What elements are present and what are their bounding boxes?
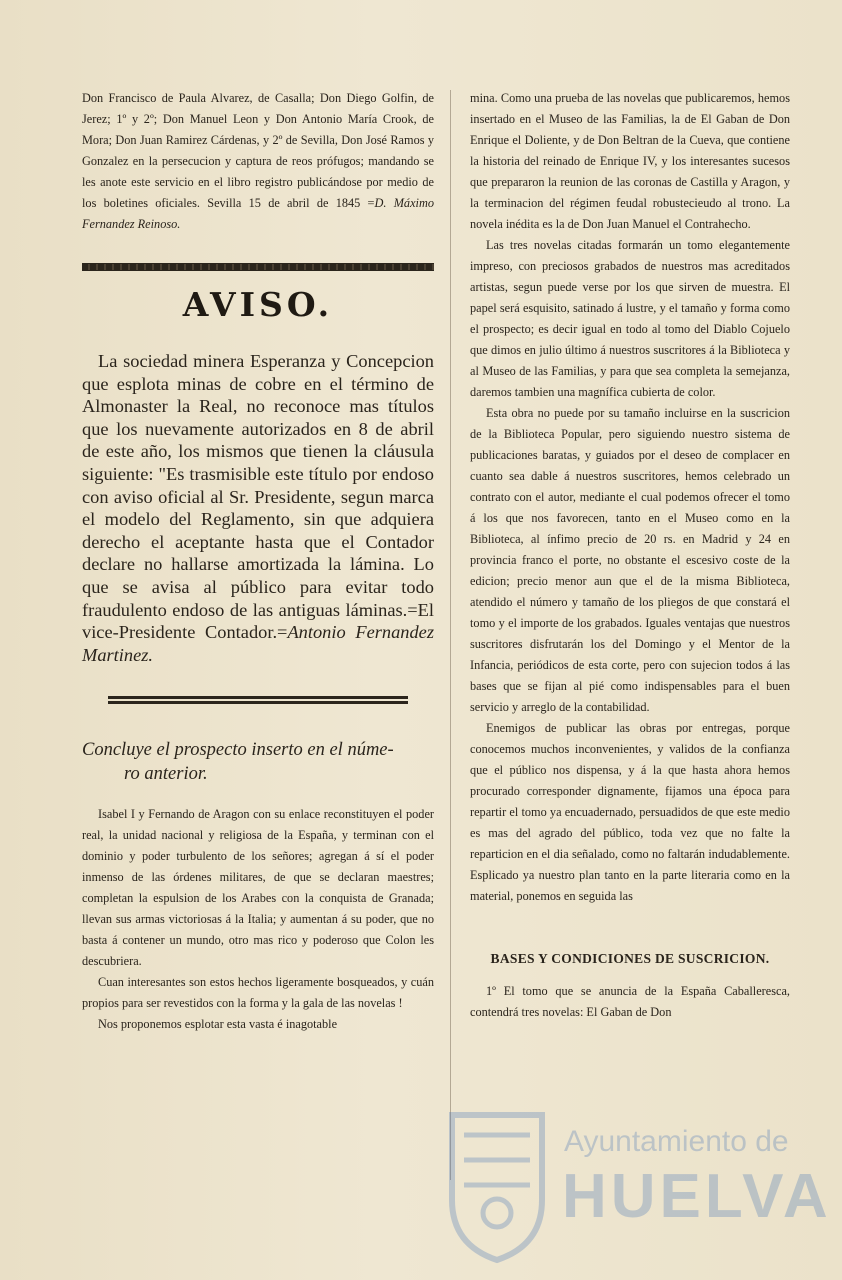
paragraph-isabel: Isabel I y Fernando de Aragon con su enlace reconstituyen el poder real, la unidad nacional y religiosa de la España, y terminan con el dominio y poder turbulento de los señores; agregan á sí el poder inmenso de las órdenes militares, de que se declaran maestres; completan la espulsion de los Arabes con la conquista de Granada; llevan sus armas victoriosas á la Italia; y aumentan á su poder, que no basta á contener un mundo, otro mas rico y poderoso que Colon les descubriera.	[82, 807, 434, 969]
paragraph-nos: Nos proponemos esplotar esta vasta é inagotable	[98, 1017, 338, 1032]
aviso-signature: Antonio Fernandez Martinez.	[82, 622, 434, 665]
left-column	[82, 88, 434, 1035]
intro-text: Don Francisco de Paula Alvarez, de Casalla; Don Diego Golfin, de Jerez; 1º y 2º; Don Manuel Leon y Don Antonio María Crook, de Mora; Don Juan Ramirez Cárdenas, y 2º de Sevilla, Don José Ramos y Gonzalez en la persecucion y captura de reos prófugos; mandando se les anote este servicio en el libro registro publicándose por medio de los boletines oficiales. Sevilla 15 de abril de 1845 =	[82, 91, 434, 210]
watermark-line1: Ayuntamiento de	[564, 1125, 789, 1158]
paragraph-enemigos: Enemigos de publicar las obras por entregas, porque conocemos muchos inconvenientes, y validos de la confianza que el público nos dispensa, y á la que hasta ahora hemos procurado corresponder dignamente, fijamos una época para repartir el tomo ya encuadernado, persuadidos de que este medio es mas del agrado del público, toda vez que no falte la reparticion en el dia señalado, como no faltarán indudablemente. Esplicado ya nuestro plan tanto en la parte literaria como en la material, ponemos en seguida las	[470, 721, 790, 903]
aviso-title: AVISO.	[182, 285, 334, 324]
column-divider	[450, 90, 451, 1180]
shield-icon	[442, 1105, 552, 1265]
concluye-heading-line2: ro anterior.	[124, 764, 208, 785]
bases-heading: BASES Y CONDICIONES DE SUSCRICION.	[490, 951, 770, 966]
right-column	[470, 88, 790, 1023]
paragraph-mina: mina. Como una prueba de las novelas que publicaremos, hemos insertado en el Museo de las Familias, la de El Gaban de Don Enrique el Doliente, y de Don Beltran de la Cueva, que contiene la historia del reinado de Enrique IV, y los interesantes sucesos que prepararon la reunion de las coronas de Castilla y Aragon, y la terminacion del régimen feudal robustecieudo al trono. La novela inédita es la de Don Juan Manuel el Contrahecho.	[470, 91, 790, 231]
aviso-paragraph	[82, 350, 434, 666]
concluye-heading-line1: Concluye el prospecto inserto en el núme-	[82, 740, 394, 761]
paragraph-cuan: Cuan interesantes son estos hechos ligeramente bosqueados, y cuán propios para ser revestidos con la forma y la gala de las novelas !	[82, 975, 434, 1011]
aviso-text: La sociedad minera Esperanza y Concepcion que esplota minas de cobre en el término de Almonaster la Real, no reconoce mas títulos que los nuevamente autorizados en 8 de abril de este año, los mismos que tienen la cláusula siguiente: "Es trasmisible este título por endoso con aviso oficial al Sr. Presidente, segun marca el modelo del Reglamento, sin que adquiera derecho el aceptante hasta que el Contador declare no hallarse amortizada la lámina. Lo que se avisa al público para evitar todo fraudulento endoso de las antiguas láminas.=El vice-Presidente Contador.=	[82, 351, 434, 643]
archive-watermark	[432, 1105, 832, 1275]
double-divider	[88, 696, 428, 704]
intro-paragraph	[82, 88, 434, 235]
concluye-heading	[82, 738, 434, 786]
thick-divider	[82, 263, 434, 271]
watermark-line2: HUELVA	[562, 1162, 832, 1231]
intro-signature: D. Máximo Fernandez Reinoso.	[82, 196, 434, 231]
paragraph-esta-obra: Esta obra no puede por su tamaño incluirse en la suscricion de la Biblioteca Popular, pero siguiendo nuestro sistema de publicaciones baratas, y guiados por el deseo de complacer en cuanto sea dable á nuestros suscritores, hemos celebrado un contrato con el autor, mediante el cual podemos ofrecer el tomo á los que nos favorecen, tanto en el Museo como en la Biblioteca, al ínfimo precio de 20 rs. en Madrid y 24 en provincia franco el porte, no obstante el escesivo coste de la edicion; precio menor aun que el de la misma Biblioteca, atendido el número y tamaño de los pliegos de que constará el tomo y el importe de los grabados. Iguales ventajas que nuestros suscritores disfrutarán los del Domingo y el Mentor de la Infancia, periódicos de esta corte, pero con sujecion todos á las bases que se fijan al pié como indispensables para el buen servicio y arreglo de la contabilidad.	[470, 406, 790, 714]
paragraph-tres-novelas: Las tres novelas citadas formarán un tomo elegantemente impreso, con preciosos grabados de nuestros mas acreditados artistas, segun puede verse por los que sirven de muestra. El papel será esquisito, satinado á lustre, y el tamaño y forma como el prospecto; es decir igual en todo al tomo del Diablo Cojuelo que dimos en julio último á nuestros suscritores á la Biblioteca y al Museo de las Familias, y para que sea completa la semejanza, daremos tambien una magnífica cubierta de color.	[470, 238, 790, 399]
paragraph-tomo: 1º El tomo que se anuncia de la España Caballeresca, contendrá tres novelas: El Gaban de Don	[470, 984, 790, 1019]
